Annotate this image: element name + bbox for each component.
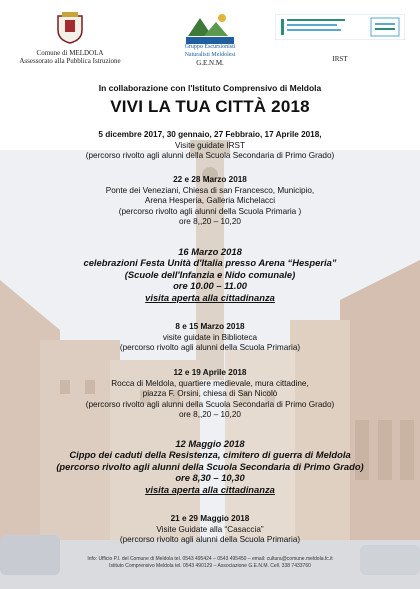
event-irst-audience: (percorso rivolto agli alunni della Scuola Secondaria di Primo Grado): [85, 151, 335, 161]
genm-logo-icon: [182, 10, 238, 46]
event-festa-title: celebrazioni Festa Unità d'Italia presso Arena “Hesperia”: [83, 257, 337, 269]
irst-logo-icon: [275, 14, 405, 40]
event-biblioteca-title: visite guidate in Biblioteca: [162, 332, 258, 342]
genm-logo-block: [180, 10, 240, 67]
event-cippo-open: visita aperta alla cittadinanza: [145, 483, 275, 495]
event-rocca-time: ore 8,,20 – 10,20: [179, 410, 241, 420]
event-biblioteca-dates: 8 e 15 Marzo 2018: [175, 322, 245, 331]
irst-caption: IRST: [332, 55, 348, 63]
coat-of-arms-icon: [56, 10, 84, 44]
event-ponte-dates: 22 e 28 Marzo 2018: [173, 175, 247, 184]
event-ponte: [0, 175, 420, 228]
event-rocca-line2: piazza F. Orsini, chiesa di San Nicolò: [142, 389, 278, 399]
event-irst-dates: 5 dicembre 2017, 30 gennaio, 27 Febbraio, 17 Aprile 2018,: [98, 130, 322, 139]
footer-line-2: Istituto Comprensivo Meldola tel. 0543 490129 – Associazione G.E.N.M. Cell. 338 7433760: [109, 562, 311, 569]
genm-logo-text: Gruppo Escursionisti Naturalisti Meldolesi: [184, 44, 236, 58]
event-casaccia: [0, 514, 420, 546]
genm-caption: G.E.N.M.: [196, 59, 224, 67]
event-biblioteca: [0, 322, 420, 354]
event-rocca-audience: (percorso rivolto agli alunni della Scuola Secondaria di Primo Grado): [85, 399, 335, 409]
event-casaccia-audience: (percorso rivolto agli alunni della Scuola Primaria): [119, 535, 301, 545]
poster-title: VIVI LA TUA CITTÀ 2018: [110, 97, 310, 116]
event-irst-title: Visite guidate IRST: [175, 140, 245, 150]
event-biblioteca-audience: (percorso rivolto agli alunni della Scuola Primaria): [119, 343, 301, 353]
event-festa-date: 16 Marzo 2018: [178, 246, 242, 257]
event-casaccia-title: Visite Guidate alla “Casaccia”: [156, 524, 264, 534]
footer-info: [0, 556, 420, 569]
footer-line-1: Info: Ufficio P.I. del Comune di Meldola tel. 0543 495424 – 0543 495450 – email: cultura@comune.meldola.fc.it: [87, 556, 333, 562]
event-casaccia-dates: 21 e 29 Maggio 2018: [170, 514, 250, 523]
event-cippo-title: Cippo dei caduti della Resistenza, cimitero di guerra di Meldola: [69, 449, 351, 461]
event-cippo-audience: (percorso rivolto agli alunni della Scuola Secondaria di Primo Grado): [56, 460, 364, 472]
event-festa-unita: [0, 246, 420, 303]
event-cippo: [0, 438, 420, 495]
collaboration-line: In collaborazione con l'Istituto Comprensivo di Meldola: [98, 83, 322, 93]
event-festa-time: ore 10.00 – 11.00: [173, 280, 247, 292]
event-rocca-dates: 12 e 19 Aprile 2018: [173, 368, 247, 377]
header: [0, 0, 420, 80]
irst-logo-block: [270, 14, 410, 63]
event-ponte-time: ore 8,,20 – 10,20: [179, 217, 241, 227]
event-irst: [0, 130, 420, 162]
event-ponte-audience: (percorso rivolto agli alunni della Scuola Primaria ): [118, 206, 302, 216]
event-cippo-time: ore 8,30 – 10,30: [175, 472, 245, 484]
comune-caption-2: Assessorato alla Pubblica Istruzione: [19, 57, 121, 65]
comune-caption-1: Comune di MELDOLA: [36, 49, 104, 57]
event-ponte-line2: Arena Hesperia, Galleria Michelacci: [144, 196, 276, 206]
event-festa-audience: (Scuole dell'Infanzia e Nido comunale): [124, 268, 296, 280]
event-cippo-date: 12 Maggio 2018: [175, 438, 245, 449]
comune-logo-block: [10, 10, 130, 65]
event-ponte-line1: Ponte dei Veneziani, Chiesa di san Francesco, Municipio,: [105, 185, 315, 195]
event-rocca-line1: Rocca di Meldola, quartiere medievale, mura cittadine,: [111, 378, 309, 388]
event-festa-open: visita aperta alla cittadinanza: [145, 291, 275, 303]
event-rocca: [0, 368, 420, 421]
